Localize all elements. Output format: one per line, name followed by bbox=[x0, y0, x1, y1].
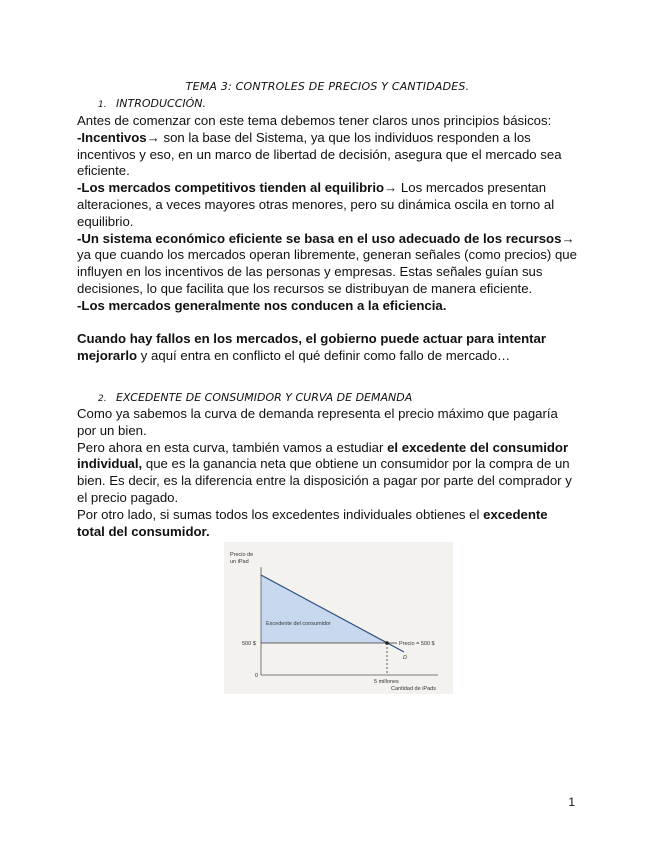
market-failure-paragraph: Cuando hay fallos en los mercados, el gobierno puede actuar para intentar mejorarlo y aquí entra en conflicto el qué definir como fallo de mercado… bbox=[77, 331, 546, 364]
consumer-surplus-diagram bbox=[224, 542, 453, 694]
intro-paragraph: Antes de comenzar con este tema debemos tener claros unos principios básicos: bbox=[77, 113, 552, 128]
document-title: TEMA 3: CONTROLES DE PRECIOS Y CANTIDADES. bbox=[185, 80, 470, 93]
paragraph-gap bbox=[77, 315, 577, 332]
section-2-heading bbox=[98, 391, 412, 404]
principle-equilibrium: -Los mercados competitivos tienden al equilibrio→ Los mercados presentan alteraciones, a veces mayores otras menores, pero su dinámica oscila en torno al equilibrio. bbox=[77, 180, 555, 229]
section-2-title: EXCEDENTE DE CONSUMIDOR Y CURVA DE DEMANDA bbox=[116, 391, 413, 404]
section-2-body bbox=[77, 406, 577, 540]
demand-curve-label: D bbox=[403, 655, 407, 661]
section-2-number: 2. bbox=[98, 394, 107, 404]
demand-curve-paragraph: Como ya sabemos la curva de demanda representa el precio máximo que pagaría por un bien. bbox=[77, 406, 558, 438]
total-surplus-paragraph: Por otro lado, si sumas todos los excedentes individuales obtienes el excedente total del consumidor. bbox=[77, 506, 548, 539]
individual-surplus-paragraph: Pero ahora en esta curva, también vamos a estudiar el excedente del consumidor individual, que es la ganancia neta que obtiene un consumidor por la compra de un bien. Es decir, es la diferencia entre la disposición a pagar por parte del comprador y el precio pagado. bbox=[77, 439, 572, 505]
quantity-tick-label: 5 millones bbox=[374, 679, 399, 685]
section-1-heading bbox=[98, 97, 206, 110]
section-1-body bbox=[77, 113, 577, 365]
section-1-number: 1. bbox=[98, 100, 107, 110]
surplus-area-label: Excedente del consumidor bbox=[266, 621, 331, 627]
page-number: 1 bbox=[568, 795, 575, 809]
equilibrium-point bbox=[385, 641, 389, 645]
origin-label: 0 bbox=[255, 673, 259, 679]
section-1-title: INTRODUCCIÓN. bbox=[116, 97, 207, 110]
x-axis-label: Cantidad de iPads bbox=[391, 686, 436, 692]
y-axis-label-line2: un iPad bbox=[230, 559, 249, 565]
price-annotation: Precio = 500 $ bbox=[399, 641, 435, 647]
principle-efficiency: -Los mercados generalmente nos conducen a la eficiencia. bbox=[77, 297, 447, 313]
principle-efficient-system: -Un sistema económico eficiente se basa en el uso adecuado de los recursos→ ya que cuando los mercados operan libremente, generan señales (como precios) que influyen en los incentivos de las personas y empresas. Estas señales guían sus decisiones, lo que facilita que los recursos se distribuyan de manera eficiente. bbox=[77, 230, 577, 296]
price-tick-label: 500 $ bbox=[242, 641, 256, 647]
y-axis-label-line1: Precio de bbox=[230, 552, 254, 558]
principle-incentives: -Incentivos→ son la base del Sistema, ya que los individuos responden a los incentivos y eso, en un marco de libertad de decisión, asegura que el mercado sea eficiente. bbox=[77, 129, 562, 179]
consumer-surplus-figure bbox=[224, 542, 453, 694]
